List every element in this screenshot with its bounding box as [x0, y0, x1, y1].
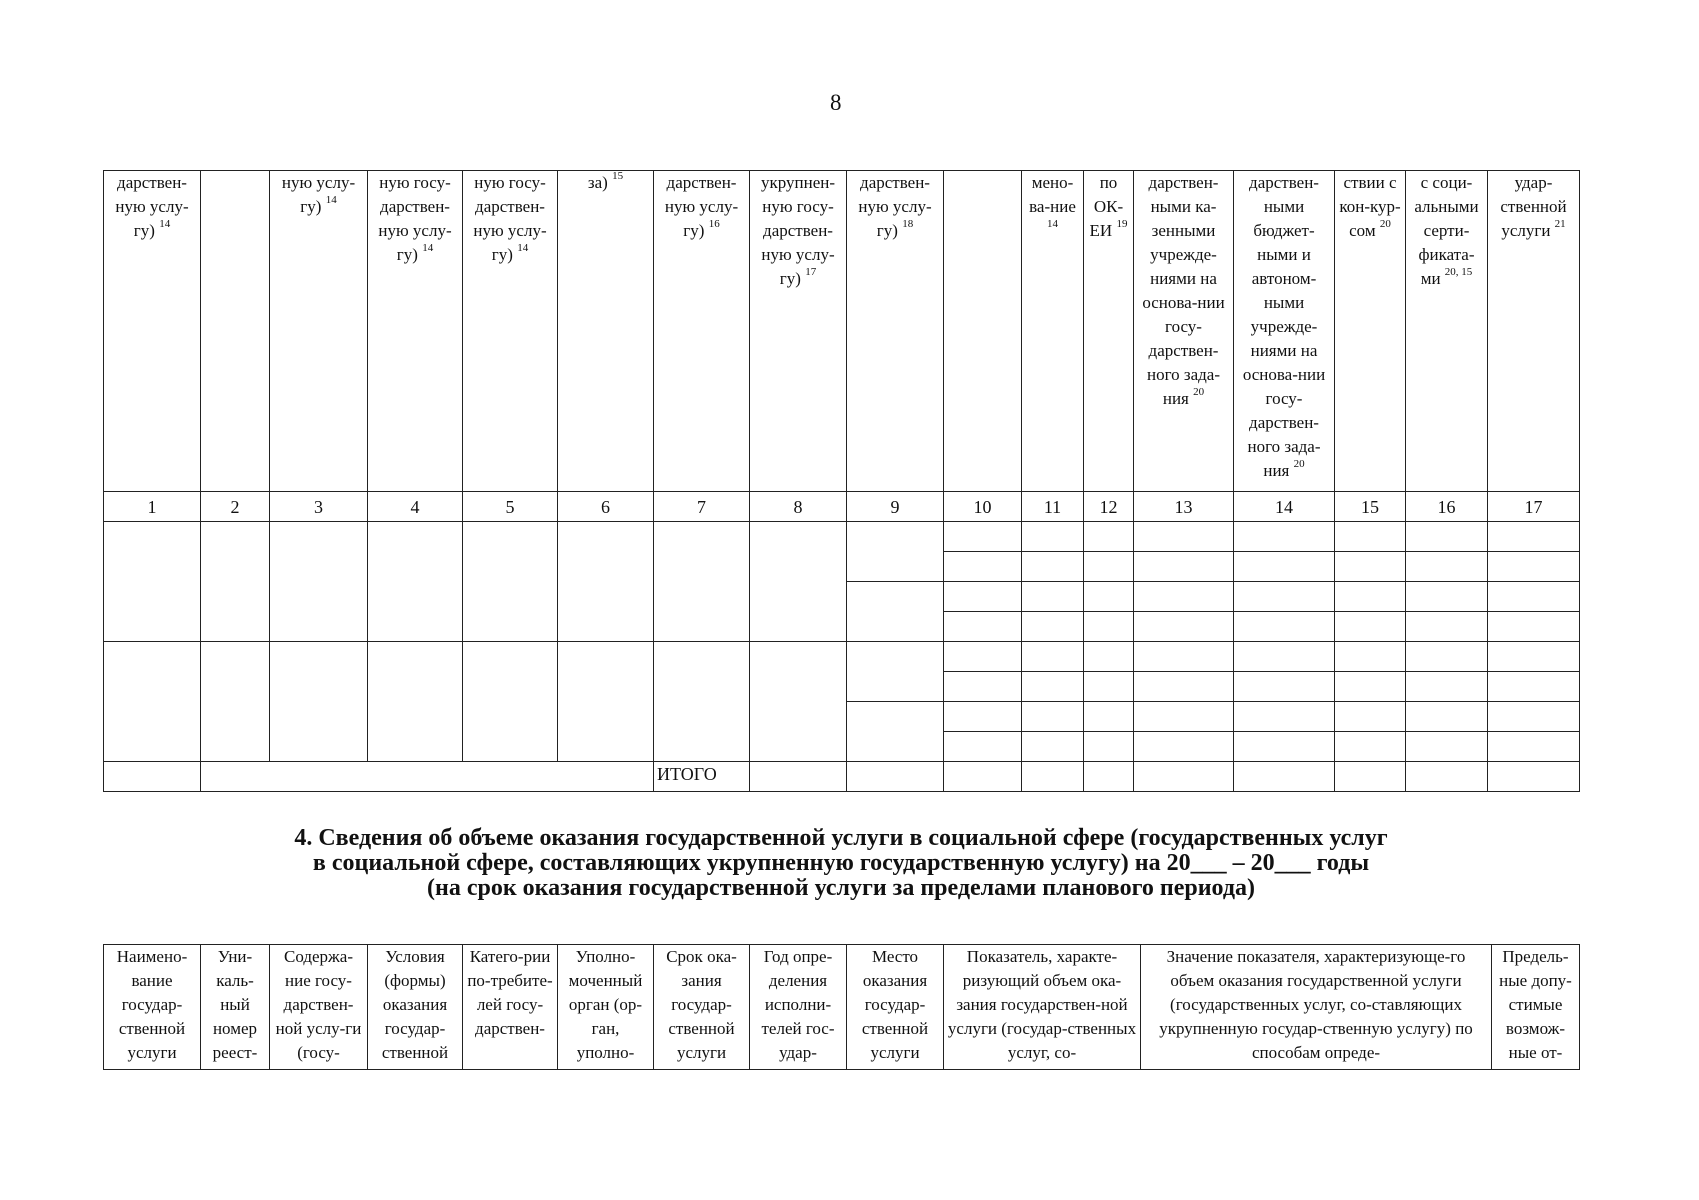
- table-cell: [104, 642, 201, 762]
- header-cell: дарствен-ную услу-гу) $^{16}$: [654, 171, 750, 492]
- table-cell: [1406, 762, 1488, 792]
- table-cell: [1335, 642, 1406, 672]
- table-cell: [847, 702, 944, 762]
- table-cell: [1084, 582, 1134, 612]
- header-cell: дарствен-ную услу-гу) $^{18}$: [847, 171, 944, 492]
- table-cell: [750, 762, 847, 792]
- table-cell: [1134, 672, 1234, 702]
- table-cell: [1134, 582, 1234, 612]
- table-cell: [1234, 642, 1335, 672]
- table-cell: [1488, 762, 1580, 792]
- header-row: [104, 945, 1580, 1070]
- header-cell: дарствен-ную услу-гу) $^{14}$: [104, 171, 201, 492]
- table-cell: [944, 672, 1022, 702]
- header-cell: Уни-каль-ный номер реест-: [201, 945, 270, 1070]
- table-cell: [1406, 672, 1488, 702]
- header-row: [104, 171, 1580, 492]
- table-cell: [1084, 702, 1134, 732]
- column-number: 10: [944, 492, 1022, 522]
- table-cell: [1234, 702, 1335, 732]
- table-cell: [1084, 612, 1134, 642]
- table-cell: [1488, 642, 1580, 672]
- header-cell: по ОК-ЕИ $^{19}$: [1084, 171, 1134, 492]
- table-cell: [1406, 702, 1488, 732]
- table-cell: [1022, 552, 1084, 582]
- table-cell: [654, 642, 750, 762]
- table-cell: [1084, 642, 1134, 672]
- table-cell: [847, 642, 944, 702]
- services-table-continued: [103, 170, 1580, 792]
- header-cell: ную госу-дарствен-ную услу-гу) $^{14}$: [368, 171, 463, 492]
- table-cell: [1084, 552, 1134, 582]
- table-cell: [1335, 702, 1406, 732]
- header-cell: Уполно-моченный орган (ор-ган, уполно-: [558, 945, 654, 1070]
- table-cell: [463, 642, 558, 762]
- section-heading-line: (на срок оказания государственной услуги за пределами планового периода): [427, 875, 1255, 901]
- header-cell: за) $^{15}$: [558, 171, 654, 492]
- table-cell: [201, 522, 270, 642]
- table-cell: [558, 522, 654, 642]
- table-cell: [1488, 612, 1580, 642]
- column-number: 4: [368, 492, 463, 522]
- table-cell: [944, 642, 1022, 672]
- table-cell: [1234, 762, 1335, 792]
- table-cell: [1084, 522, 1134, 552]
- table-cell: [847, 762, 944, 792]
- table-cell: [1134, 522, 1234, 552]
- table-cell: [750, 522, 847, 642]
- table-cell: [944, 702, 1022, 732]
- column-number: 8: [750, 492, 847, 522]
- table-cell: [1022, 702, 1084, 732]
- column-number: 3: [270, 492, 368, 522]
- column-number: 16: [1406, 492, 1488, 522]
- table-cell: [1134, 702, 1234, 732]
- header-cell: Катего-рии по-требите-лей госу-дарствен-: [463, 945, 558, 1070]
- header-cell: Содержа-ние госу-дарствен-ной услу-ги (госу-: [270, 945, 368, 1070]
- column-number: 14: [1234, 492, 1335, 522]
- column-number: 15: [1335, 492, 1406, 522]
- table-cell: [1134, 612, 1234, 642]
- table-cell: [104, 762, 201, 792]
- table-cell: [1488, 552, 1580, 582]
- table-cell: [1335, 672, 1406, 702]
- table-cell: [1406, 732, 1488, 762]
- total-row: [104, 762, 1580, 792]
- table-cell: [944, 762, 1022, 792]
- table-cell: [270, 642, 368, 762]
- header-cell: с соци-альными серти-фиката-ми $^{20, 15}$: [1406, 171, 1488, 492]
- volume-indicators-table: [103, 944, 1580, 1070]
- table-cell: [847, 582, 944, 642]
- table-cell: [1134, 552, 1234, 582]
- header-cell: Место оказания государ-ственной услуги: [847, 945, 944, 1070]
- section-heading-line: 4. Сведения об объеме оказания государственной услуги в социальной сфере (государственных услуг: [294, 825, 1388, 851]
- table-cell: [1234, 672, 1335, 702]
- table-cell: [1234, 582, 1335, 612]
- header-cell: мено-ва-ние $^{14}$: [1022, 171, 1084, 492]
- header-cell: удар-ственной услуги $^{21}$: [1488, 171, 1580, 492]
- table-cell: [944, 582, 1022, 612]
- column-number: 17: [1488, 492, 1580, 522]
- table-cell: [1335, 582, 1406, 612]
- header-cell: Условия (формы) оказания государ-ственной: [368, 945, 463, 1070]
- table-cell: [201, 762, 654, 792]
- table-cell: [1234, 552, 1335, 582]
- table-cell: [1488, 582, 1580, 612]
- table-cell: [1335, 612, 1406, 642]
- table-cell: [1022, 522, 1084, 552]
- table-cell: [944, 732, 1022, 762]
- header-cell: Предель-ные допу-стимые возмож-ные от-: [1492, 945, 1580, 1070]
- table-cell: [1134, 732, 1234, 762]
- table-cell: [1406, 582, 1488, 612]
- table-cell: [1084, 732, 1134, 762]
- column-number: 12: [1084, 492, 1134, 522]
- header-cell: ную госу-дарствен-ную услу-гу) $^{14}$: [463, 171, 558, 492]
- table-cell: [1406, 522, 1488, 552]
- column-number: 1: [104, 492, 201, 522]
- header-cell: Показатель, характе-ризующий объем ока-зания государствен-ной услуги (государ-ственных услуг, со-: [944, 945, 1141, 1070]
- table-cell: [1335, 762, 1406, 792]
- table-cell: [368, 522, 463, 642]
- table-cell: [1022, 582, 1084, 612]
- table-cell: [368, 642, 463, 762]
- table-cell: [1134, 762, 1234, 792]
- table-cell: [1234, 522, 1335, 552]
- table-cell: [1488, 732, 1580, 762]
- header-cell: дарствен-ными ка-зенными учрежде-ниями на основа-нии госу-дарствен-ного зада-ния $^{20}$: [1134, 171, 1234, 492]
- section-heading: [103, 826, 1579, 901]
- column-number: 11: [1022, 492, 1084, 522]
- header-cell: Год опре-деления исполни-телей гос-удар-: [750, 945, 847, 1070]
- header-cell: [944, 171, 1022, 492]
- table-cell: [1234, 612, 1335, 642]
- table-cell: [1488, 522, 1580, 552]
- table-cell: [1488, 672, 1580, 702]
- table-cell: [270, 522, 368, 642]
- table-cell: [1406, 642, 1488, 672]
- table-cell: [1335, 522, 1406, 552]
- page-number: 8: [830, 90, 842, 115]
- header-cell: Наимено-вание государ-ственной услуги: [104, 945, 201, 1070]
- table-cell: [750, 642, 847, 762]
- table-cell: [1335, 732, 1406, 762]
- header-cell: [201, 171, 270, 492]
- table-row: [104, 642, 1580, 672]
- table-cell: [944, 552, 1022, 582]
- column-number: 6: [558, 492, 654, 522]
- table-cell: [1022, 672, 1084, 702]
- table-cell: [463, 522, 558, 642]
- table-cell: [1022, 612, 1084, 642]
- table-cell: [1488, 702, 1580, 732]
- table-cell: [1234, 732, 1335, 762]
- section-heading-line: в социальной сфере, составляющих укрупненную государственную услугу) на 20___ – 20___ годы: [312, 850, 1370, 876]
- header-cell: ствии с кон-кур-сом $^{20}$: [1335, 171, 1406, 492]
- header-cell: ную услу-гу) $^{14}$: [270, 171, 368, 492]
- header-cell: Срок ока-зания государ-ственной услуги: [654, 945, 750, 1070]
- table-cell: [1084, 762, 1134, 792]
- table-cell: [558, 642, 654, 762]
- table-cell: [1335, 552, 1406, 582]
- column-number: 2: [201, 492, 270, 522]
- table-cell: [1022, 732, 1084, 762]
- column-number: 9: [847, 492, 944, 522]
- table-cell: [944, 522, 1022, 552]
- column-number-row: [104, 492, 1580, 522]
- column-number: 5: [463, 492, 558, 522]
- header-cell: укрупнен-ную госу-дарствен-ную услу-гу) $^{17}$: [750, 171, 847, 492]
- table-cell: [1134, 642, 1234, 672]
- column-number: 13: [1134, 492, 1234, 522]
- table-cell: [654, 522, 750, 642]
- table-cell: [944, 612, 1022, 642]
- table-cell: [1022, 642, 1084, 672]
- table-cell: [1406, 612, 1488, 642]
- table-cell: [1022, 762, 1084, 792]
- header-cell: Значение показателя, характеризующе-го объем оказания государственной услуги (государственных услуг, со-ставляющих укрупненную государ-ственную услугу) по способам опреде-: [1141, 945, 1492, 1070]
- table-row: [104, 522, 1580, 552]
- table-cell: [201, 642, 270, 762]
- table-cell: [104, 522, 201, 642]
- header-cell: дарствен-ными бюджет-ными и автоном-ными учрежде-ниями на основа-нии госу-дарствен-ного зада-ния $^{20}$: [1234, 171, 1335, 492]
- table-cell: [1084, 672, 1134, 702]
- total-label: ИТОГО: [654, 762, 750, 792]
- table-cell: [847, 522, 944, 582]
- table-cell: [1406, 552, 1488, 582]
- column-number: 7: [654, 492, 750, 522]
